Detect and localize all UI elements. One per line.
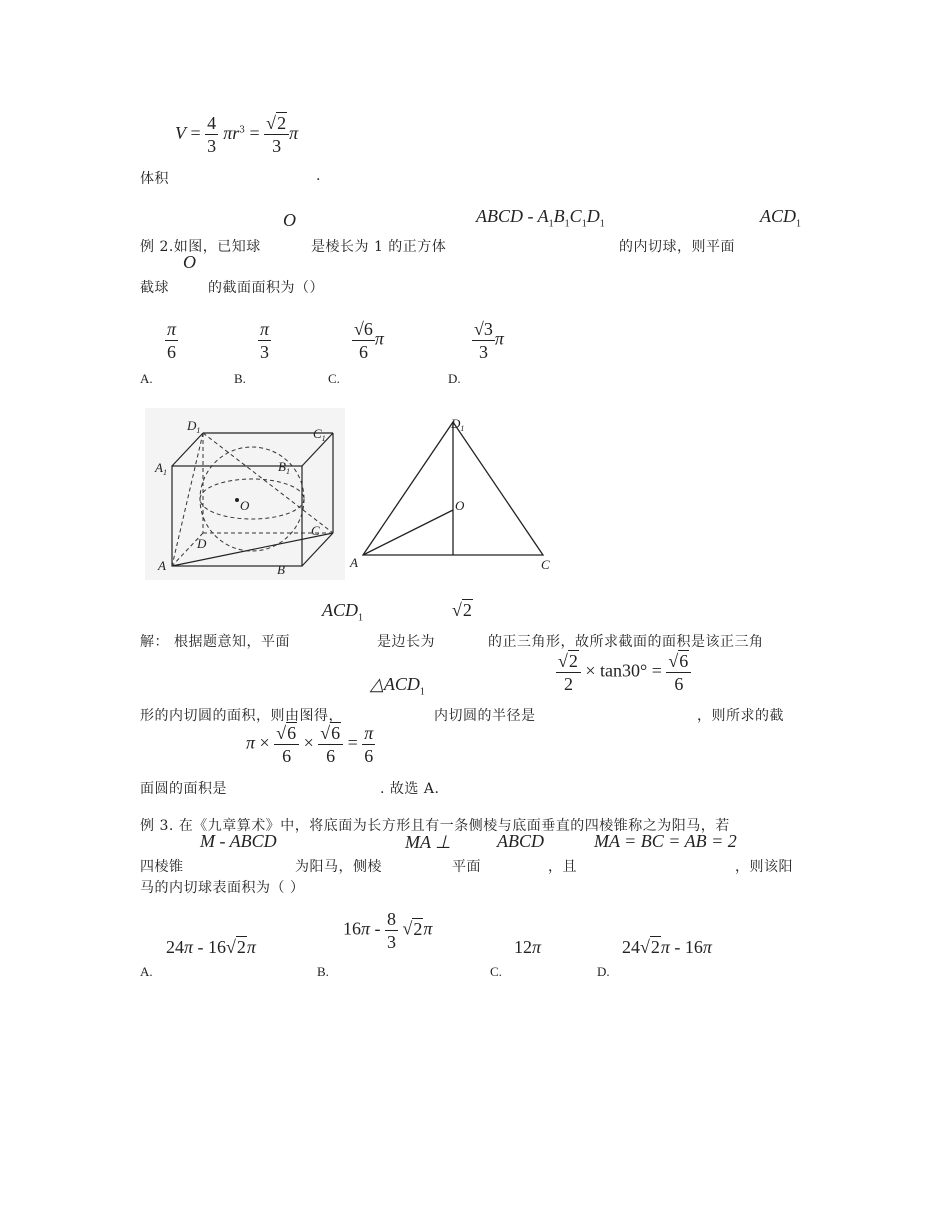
cube-sphere-figure: [145, 408, 345, 580]
ex2-line1c: 的内切球，则平面: [619, 239, 735, 255]
fig2-label-d1: $D_1$: [451, 416, 465, 433]
ex3-option-d-value: 24√2π - 16π: [622, 937, 712, 957]
option-d-value: $\frac{√3}{3}$ π: [474, 319, 504, 362]
volume-label: 体积: [140, 171, 169, 187]
option-c-label: C.: [328, 371, 340, 386]
ex3-line2c: 平面: [452, 859, 481, 875]
ex3-equality: MA = BC = AB = 2: [594, 831, 737, 851]
ex3-line1: 例 3. 在《九章算术》中，将底面为长方形且有一条侧棱与底面垂直的四棱锥称之为阳马，若: [140, 818, 730, 834]
volume-formula: V = $\frac{4}{3}$ $\pi r^3$ = $\frac{√2}{3}$ π: [175, 113, 299, 156]
sol-radius-formula: $\frac{√2}{2}$ × tan30° = $\frac{√6}{6}$: [556, 650, 691, 695]
sol-area-formula: π × $\frac{√6}{6}$ × $\frac{√6}{6}$ = $\frac{\pi}{6}$: [246, 723, 374, 766]
option-b-value: $\frac{\pi}{3}$: [260, 319, 270, 362]
option-d-label: D.: [448, 371, 461, 386]
fig1-label-o: O: [240, 498, 250, 513]
fig1-label-b: B: [277, 562, 285, 577]
ball-o-symbol: O: [283, 210, 296, 230]
ex3-option-b-label: B.: [317, 964, 329, 979]
ex3-line2d: ，且: [548, 859, 577, 875]
sol-side-value: √2: [452, 600, 472, 620]
ex3-ma-symbol: MA ⊥: [405, 832, 451, 852]
fig1-label-a1: $A_1$: [155, 460, 167, 477]
fig2-label-a: A: [350, 555, 358, 570]
sol-line2c: ，则所求的截: [697, 708, 784, 724]
fig2-label-o: O: [455, 498, 465, 513]
ex3-option-b-value: 16π - $\frac{8}{3}$ √2π: [343, 909, 433, 952]
ex3-line2e: ，则该阳: [735, 859, 793, 875]
period: .: [316, 168, 321, 184]
ex2-line1a: 例 2.如图，已知球: [140, 239, 261, 255]
fig1-label-b1: $B_1$: [278, 459, 290, 476]
ex2-line1b: 是棱长为 1 的正方体: [311, 239, 447, 255]
sol-line1a: 解： 根据题意知，平面: [140, 634, 290, 650]
ex2-line2a: 截球: [140, 280, 169, 296]
ex3-abcd-symbol: ABCD: [497, 831, 544, 851]
option-a-value: $\frac{\pi}{6}$: [167, 319, 177, 362]
sol-line2b: 内切圆的半径是: [434, 708, 536, 724]
sol-line3b: . 故选 A.: [380, 781, 440, 797]
fig1-label-a: A: [158, 558, 166, 573]
ex3-option-c-value: 12π: [514, 937, 542, 957]
option-a-label: A.: [140, 371, 153, 386]
sol-line3a: 面圆的面积是: [140, 781, 227, 797]
sol-line1c: 的正三角形，故所求截面的面积是该正三角: [488, 634, 764, 650]
plane-symbol: $ACD_1$: [760, 206, 801, 230]
ball-o-symbol-2: O: [183, 252, 196, 272]
ex3-line3: 马的内切球表面积为（ ）: [140, 880, 305, 896]
fig1-label-d: D: [197, 536, 207, 551]
ex2-line2b: 的截面面积为（）: [208, 280, 324, 296]
sol-triangle-symbol: $\triangle ACD_1$: [370, 674, 425, 698]
option-c-value: $\frac{√6}{6}$ π: [354, 319, 384, 362]
sol-line1b: 是边长为: [377, 634, 435, 650]
ex3-option-a-label: A.: [140, 964, 153, 979]
option-b-label: B.: [234, 371, 246, 386]
cube-symbol: ABCD - $A_1B_1C_1D_1$: [476, 206, 605, 230]
ex3-option-d-label: D.: [597, 964, 610, 979]
triangle-figure: [345, 410, 560, 580]
fig1-label-c1: $C_1$: [313, 426, 326, 443]
fig1-label-c: C: [311, 523, 320, 538]
ex3-pyramid-symbol: M - ABCD: [200, 831, 277, 851]
fig1-label-d1: $D_1$: [187, 418, 201, 435]
ex3-line2b: 为阳马，侧棱: [295, 859, 382, 875]
fig2-label-c: C: [541, 557, 550, 572]
ex3-line2a: 四棱锥: [140, 859, 184, 875]
ex3-option-a-value: 24π - 16√2π: [166, 937, 256, 957]
ex3-option-c-label: C.: [490, 964, 502, 979]
sol-line2a: 形的内切圆的面积，则由图得，: [140, 708, 343, 724]
sol-plane-symbol: $ACD_1$: [322, 600, 363, 624]
